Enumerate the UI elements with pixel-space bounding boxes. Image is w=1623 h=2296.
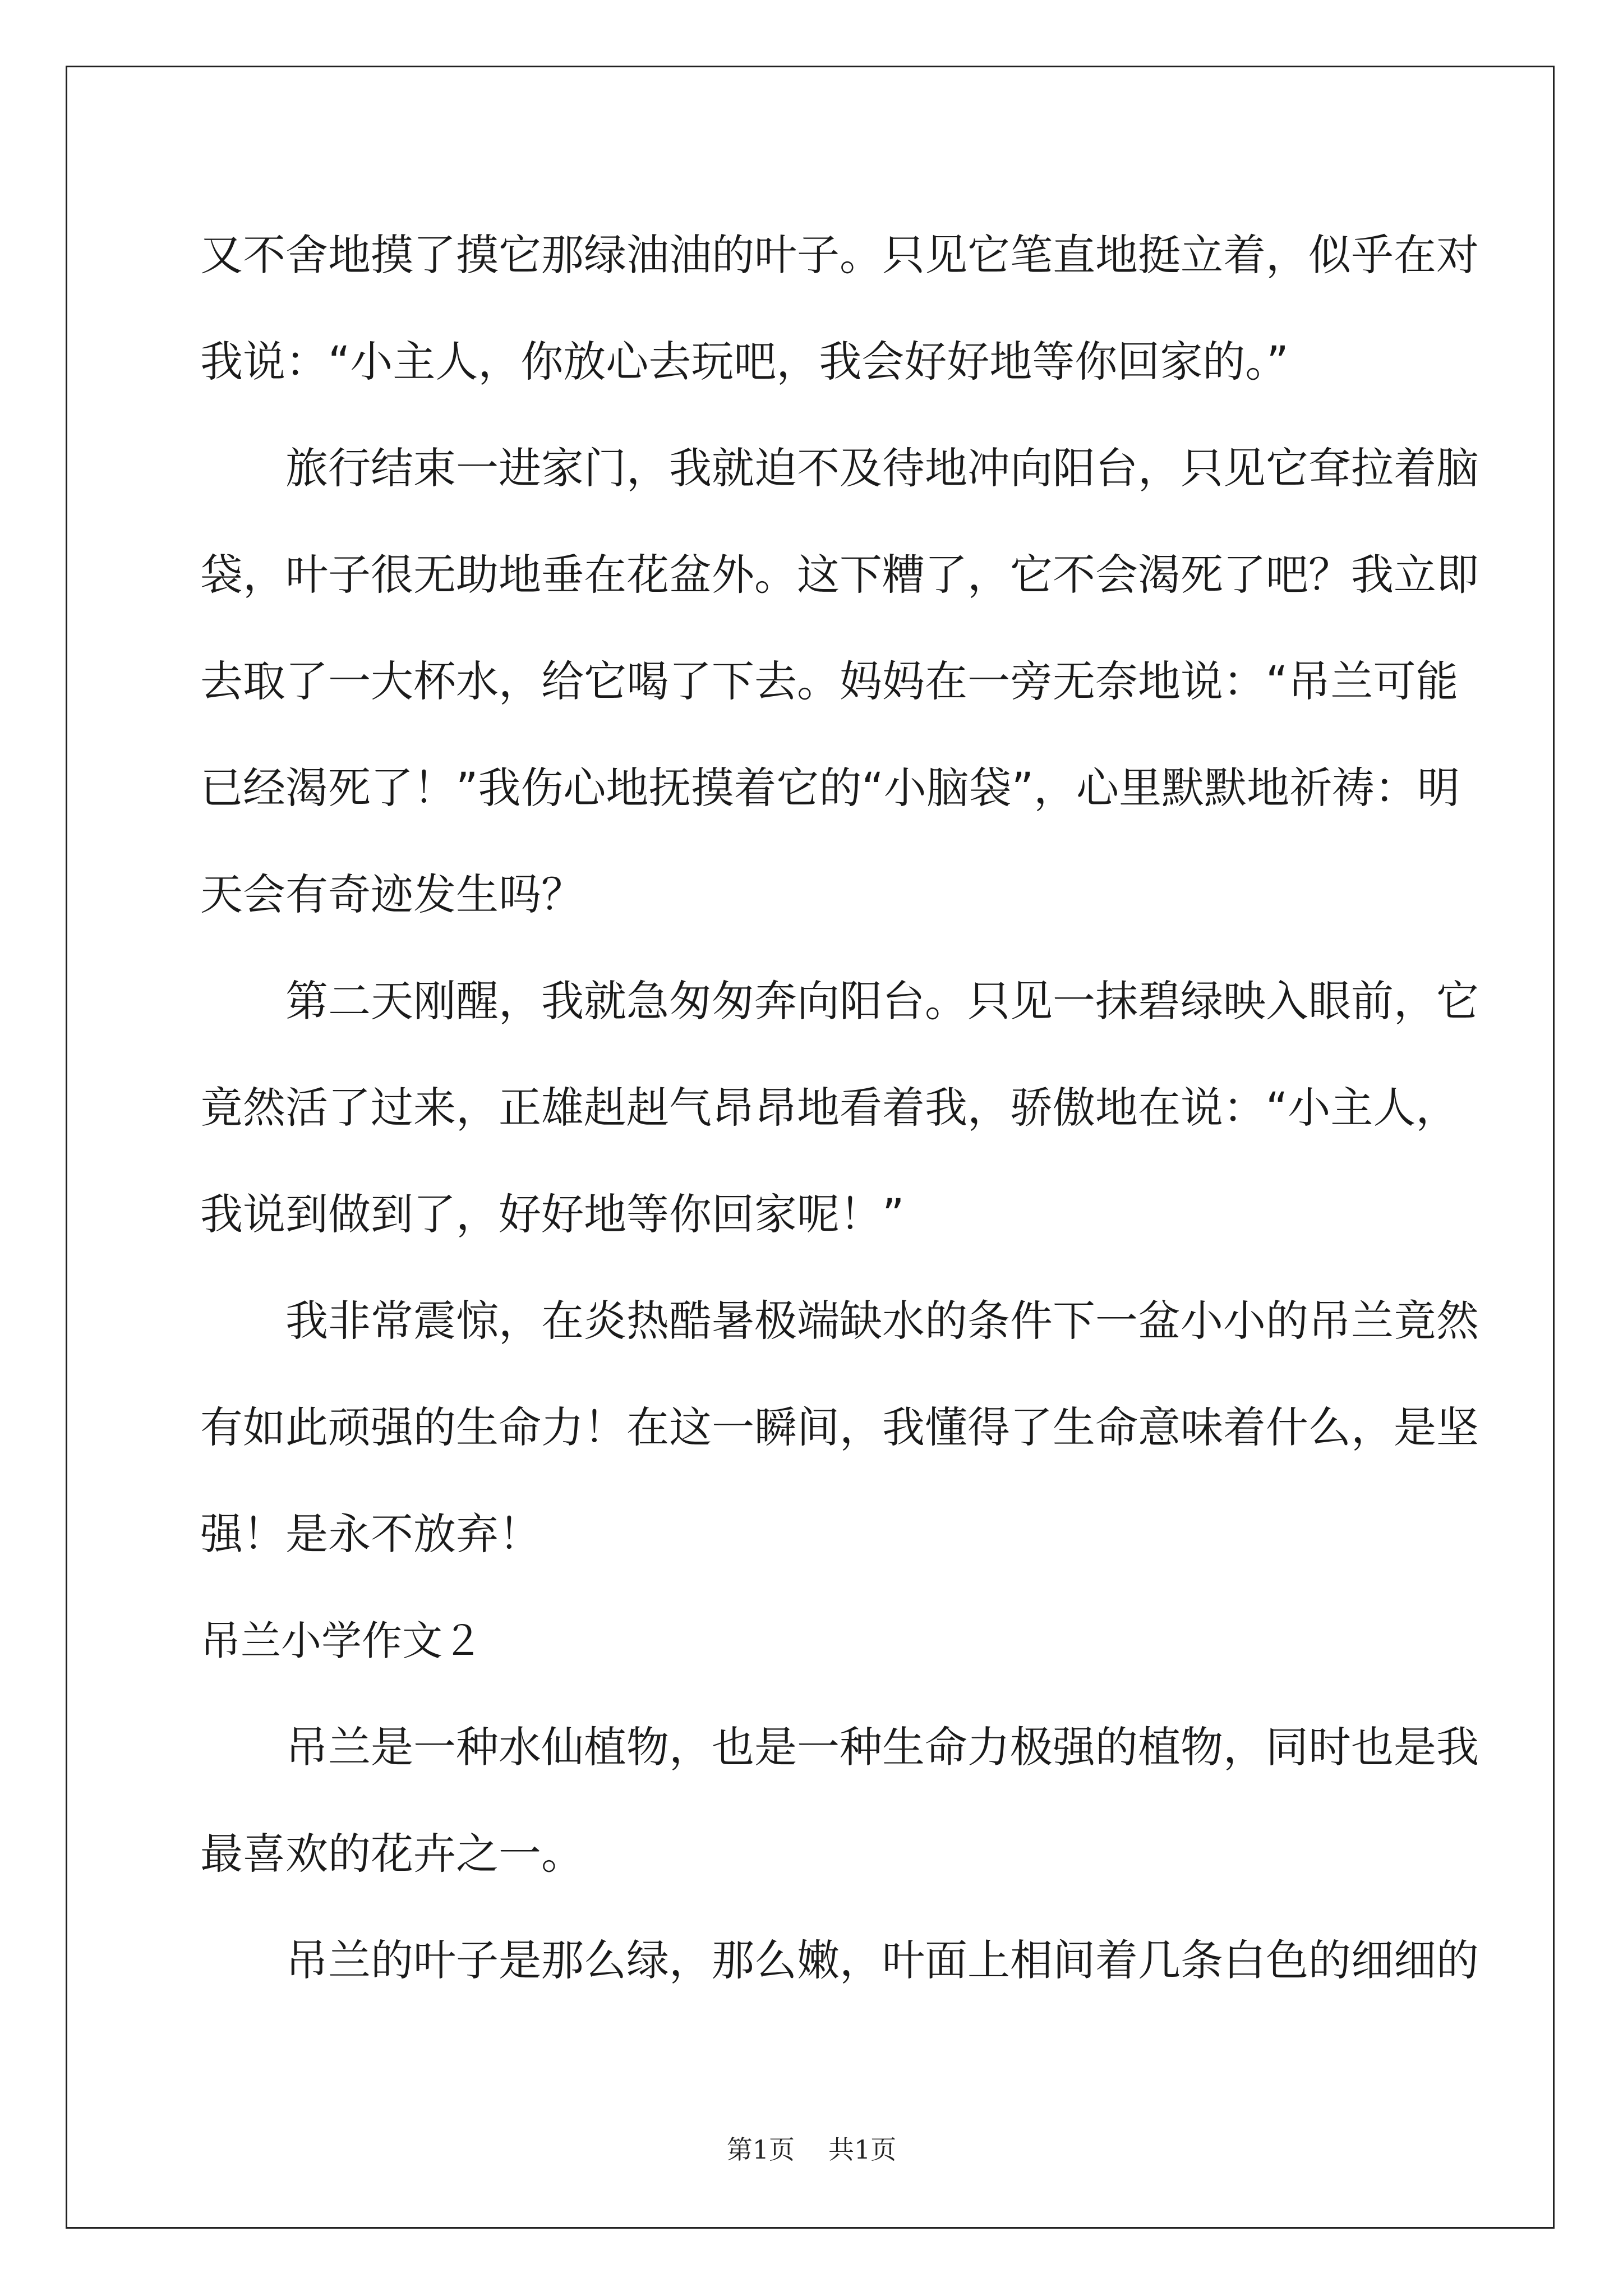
text-line-15: 吊兰是一种水仙植物，也是一种生命力极强的植物，同时也是我 bbox=[285, 1722, 1479, 1772]
page-number-current: 第1页 bbox=[726, 2134, 795, 2165]
text-line-8: 第二天刚醒，我就急匆匆奔向阳台。只见一抹碧绿映入眼前，它 bbox=[285, 976, 1479, 1026]
text-line-12: 有如此顽强的生命力！在这一瞬间，我懂得了生命意味着什么，是坚 bbox=[200, 1402, 1479, 1452]
text-line-16: 最喜欢的花卉之一。 bbox=[200, 1829, 584, 1879]
text-line-5: 去取了一大杯水，给它喝了下去。妈妈在一旁无奈地说：“吊兰可能 bbox=[200, 656, 1459, 706]
text-line-11: 我非常震惊，在炎热酷暑极端缺水的条件下一盆小小的吊兰竟然 bbox=[285, 1296, 1479, 1346]
page-number-total: 共1页 bbox=[828, 2134, 897, 2165]
text-line-2: 我说：“小主人，你放心去玩吧，我会好好地等你回家的。” bbox=[200, 337, 1289, 386]
text-line-3: 旅行结束一进家门，我就迫不及待地冲向阳台，只见它耷拉着脑 bbox=[285, 443, 1479, 493]
text-line-4: 袋，叶子很无助地垂在花盆外。这下糟了，它不会渴死了吧？我立即 bbox=[200, 550, 1479, 600]
page-footer bbox=[0, 2129, 1623, 2166]
text-line-13: 强！是永不放弃！ bbox=[200, 1509, 541, 1559]
text-line-1: 又不舍地摸了摸它那绿油油的叶子。只见它笔直地挺立着，似乎在对 bbox=[200, 230, 1479, 280]
document-body bbox=[200, 202, 1479, 2014]
text-line-7: 天会有奇迹发生吗？ bbox=[200, 869, 584, 919]
text-line-6: 已经渴死了！”我伤心地抚摸着它的“小脑袋”，心里默默地祈祷：明 bbox=[200, 763, 1460, 813]
section-heading: 吊兰小学作文２ bbox=[200, 1617, 483, 1664]
text-line-17: 吊兰的叶子是那么绿，那么嫩，叶面上相间着几条白色的细细的 bbox=[285, 1935, 1479, 1985]
text-line-10: 我说到做到了，好好地等你回家呢！” bbox=[200, 1189, 905, 1239]
text-line-9: 竟然活了过来，正雄赳赳气昂昂地看着我，骄傲地在说：“小主人， bbox=[200, 1083, 1459, 1133]
